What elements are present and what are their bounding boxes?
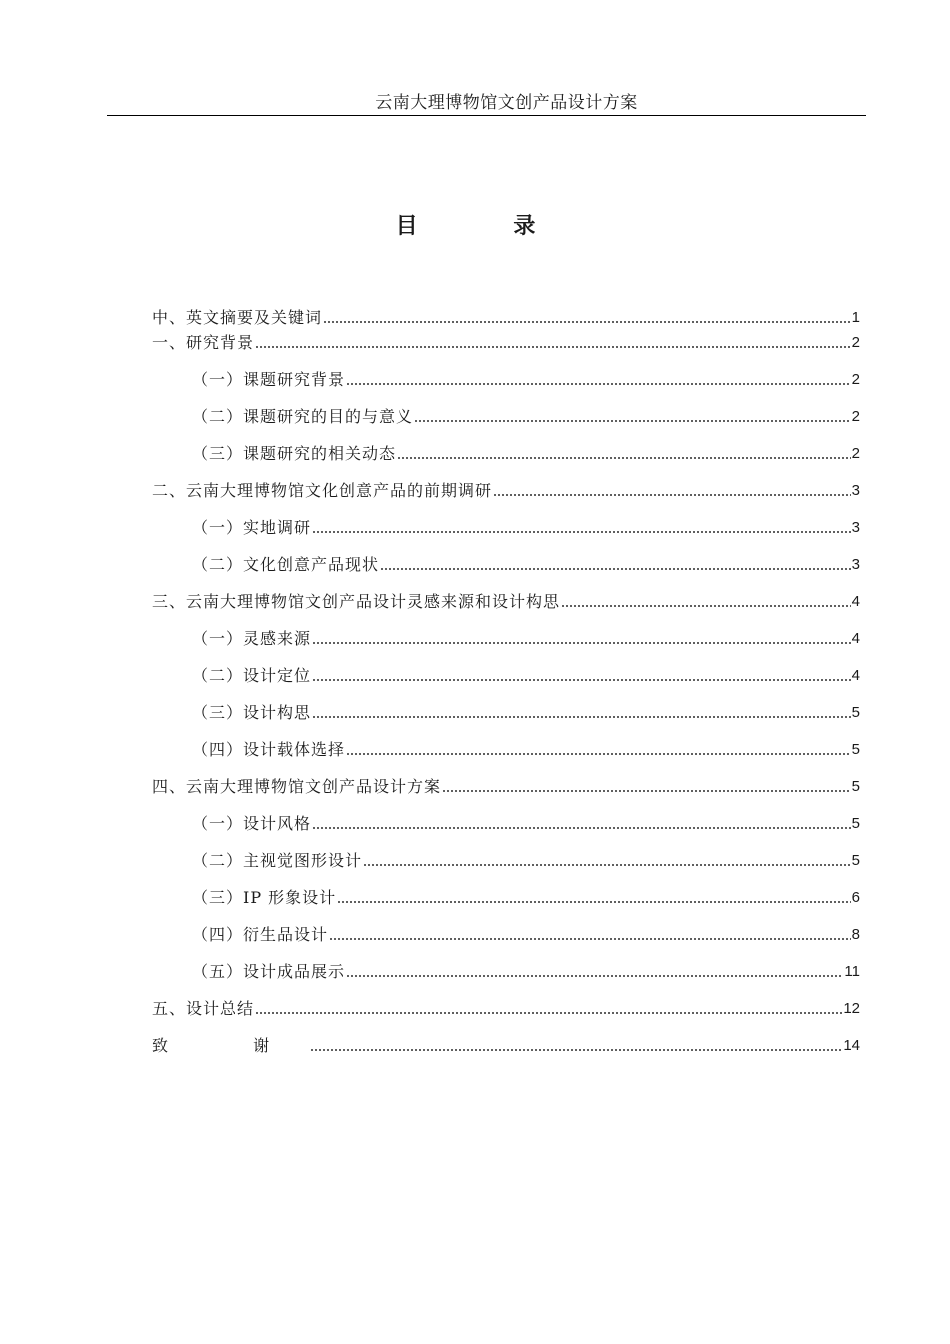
- toc-entry-section-2-1[interactable]: [192, 508, 860, 538]
- toc-entry-page: 2: [851, 445, 860, 462]
- toc-entry-label: （一）实地调研: [192, 518, 312, 537]
- toc-entry-section-5[interactable]: [152, 989, 860, 1019]
- toc-dot-leader: [337, 899, 850, 905]
- toc-entry-label: 四、云南大理博物馆文创产品设计方案: [152, 777, 442, 796]
- toc-entry-page: 3: [851, 519, 860, 536]
- toc-entry-label: 三、云南大理博物馆文创产品设计灵感来源和设计构思: [152, 592, 561, 611]
- toc-dot-leader: [397, 455, 851, 461]
- toc-entry-page: 2: [851, 334, 860, 351]
- toc-dot-leader: [312, 529, 851, 535]
- toc-dot-leader: [380, 566, 851, 572]
- toc-entry-label: （一）课题研究背景: [192, 370, 346, 389]
- toc-entry-section-1-3[interactable]: [192, 434, 860, 464]
- toc-entry-label: （二）课题研究的目的与意义: [192, 407, 414, 426]
- toc-entry-page: 12: [843, 1000, 860, 1017]
- toc-entry-label: （三）IP 形象设计: [192, 888, 337, 907]
- header-title: 云南大理博物馆文创产品设计方案: [375, 93, 638, 113]
- toc-entry-label: 五、设计总结: [152, 999, 255, 1018]
- toc-entry-page: 5: [851, 704, 860, 721]
- toc-entry-page: 6: [851, 889, 860, 906]
- toc-entry-label: （二）主视觉图形设计: [192, 851, 363, 870]
- toc-dot-leader: [561, 603, 851, 609]
- toc-entry-section-1-1[interactable]: [192, 360, 860, 390]
- toc-dot-leader: [363, 862, 851, 868]
- toc-dot-leader: [346, 381, 851, 387]
- toc-dot-leader: [312, 714, 851, 720]
- toc-entry-section-2-2[interactable]: [192, 545, 860, 575]
- toc-entry-page: 5: [851, 778, 860, 795]
- toc-entry-label: 一、研究背景: [152, 333, 255, 352]
- toc-entry-page: 3: [851, 482, 860, 499]
- toc-entry-page: 5: [851, 815, 860, 832]
- toc-dot-leader: [310, 1047, 842, 1053]
- toc-entry-section-3[interactable]: [152, 582, 860, 612]
- toc-entry-page: 3: [851, 556, 860, 573]
- toc-entry-label: 二、云南大理博物馆文化创意产品的前期调研: [152, 481, 493, 500]
- toc-entry-section-2[interactable]: [152, 471, 860, 501]
- toc-entry-label: 中、英文摘要及关键词: [152, 308, 323, 327]
- toc-entry-label: （四）设计载体选择: [192, 740, 346, 759]
- toc-entry-section-3-3[interactable]: [192, 693, 860, 723]
- toc-entry-label: （二）设计定位: [192, 666, 312, 685]
- toc-entry-section-1-2[interactable]: [192, 397, 860, 427]
- toc-entry-label: 致 谢: [152, 1036, 310, 1055]
- toc-entry-page: 8: [851, 926, 860, 943]
- toc-dot-leader: [346, 973, 843, 979]
- toc-entry-page: 4: [851, 630, 860, 647]
- toc-entry-page: 5: [851, 741, 860, 758]
- toc-entry-page: 2: [851, 408, 860, 425]
- toc-entry-section-4-1[interactable]: [192, 804, 860, 834]
- toc-dot-leader: [329, 936, 851, 942]
- toc-dot-leader: [255, 344, 851, 350]
- toc-entry-section-3-1[interactable]: [192, 619, 860, 649]
- toc-title: 目 录: [395, 213, 580, 239]
- toc-entry-label: （一）灵感来源: [192, 629, 312, 648]
- toc-entry-section-4-5[interactable]: [192, 952, 860, 982]
- toc-dot-leader: [255, 1010, 842, 1016]
- toc-entry-label: （三）课题研究的相关动态: [192, 444, 397, 463]
- page-header: [107, 91, 866, 116]
- toc-entry-section-4[interactable]: [152, 767, 860, 797]
- toc-entry-label: （五）设计成品展示: [192, 962, 346, 981]
- toc-entry-section-3-2[interactable]: [192, 656, 860, 686]
- toc-entry-section-4-4[interactable]: [192, 915, 860, 945]
- toc-entry-acknowledgements[interactable]: [152, 1026, 860, 1056]
- toc-entry-page: 4: [851, 667, 860, 684]
- toc-entry-page: 11: [844, 963, 860, 980]
- toc-dot-leader: [346, 751, 851, 757]
- toc-dot-leader: [312, 825, 851, 831]
- toc-entry-page: 4: [851, 593, 860, 610]
- toc-entry-section-3-4[interactable]: [192, 730, 860, 760]
- toc-entry-label: （四）衍生品设计: [192, 925, 329, 944]
- toc-dot-leader: [312, 640, 851, 646]
- toc-entry-section-1[interactable]: [152, 323, 860, 353]
- toc-entry-page: 2: [851, 371, 860, 388]
- toc-dot-leader: [414, 418, 851, 424]
- toc-dot-leader: [493, 492, 851, 498]
- toc-dot-leader: [442, 788, 851, 794]
- toc-entry-section-4-3[interactable]: [192, 878, 860, 908]
- toc-entry-page: 5: [851, 852, 860, 869]
- toc-entry-label: （二）文化创意产品现状: [192, 555, 380, 574]
- toc-dot-leader: [312, 677, 851, 683]
- toc-entry-page: 14: [843, 1037, 860, 1054]
- toc-entry-label: （一）设计风格: [192, 814, 312, 833]
- toc-entry-label: （三）设计构思: [192, 703, 312, 722]
- toc-entry-section-4-2[interactable]: [192, 841, 860, 871]
- toc-entry-page: 1: [851, 309, 860, 326]
